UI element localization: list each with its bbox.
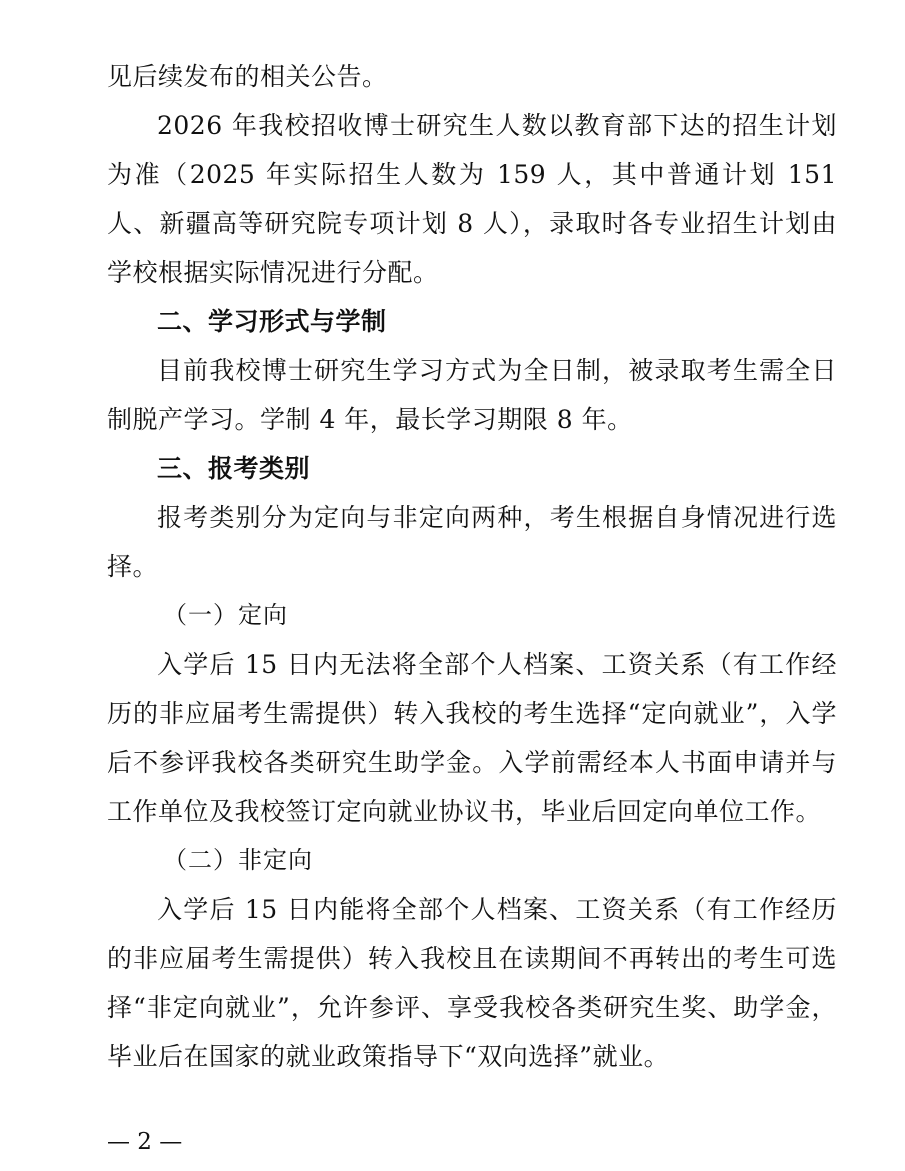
paragraph-application-category: 报考类别分为定向与非定向两种，考生根据自身情况进行选择。 xyxy=(107,503,837,581)
document-body xyxy=(107,52,837,1081)
subheading-non-directed: （二）非定向 xyxy=(163,846,313,874)
paragraph-enrollment-plan: 2026 年我校招收博士研究生人数以教育部下达的招生计划为准（2025 年实际招生人数为 159 人，其中普通计划 151 人、新疆高等研究院专项计划 8 人），录取时各专业招生计划由学校根据实际情况进行分配。 xyxy=(107,111,837,287)
subheading-directed: （一）定向 xyxy=(163,601,288,629)
section-heading-application-category: 三、报考类别 xyxy=(157,454,311,483)
paragraph-study-form: 目前我校博士研究生学习方式为全日制，被录取考生需全日制脱产学习。学制 4 年，最长学习期限 8 年。 xyxy=(107,356,837,434)
section-heading-study-form: 二、学习形式与学制 xyxy=(157,307,387,336)
paragraph-directed: 入学后 15 日内无法将全部个人档案、工资关系（有工作经历的非应届考生需提供）转入我校的考生选择“定向就业”，入学后不参评我校各类研究生助学金。入学前需经本人书面申请并与工作单位及我校签订定向就业协议书，毕业后回定向单位工作。 xyxy=(107,650,837,826)
page-number: — 2 — xyxy=(107,1129,183,1155)
paragraph-non-directed: 入学后 15 日内能将全部个人档案、工资关系（有工作经历的非应届考生需提供）转入我校且在读期间不再转出的考生可选择“非定向就业”，允许参评、享受我校各类研究生奖、助学金，毕业后在国家的就业政策指导下“双向选择”就业。 xyxy=(107,895,837,1071)
paragraph-continuation: 见后续发布的相关公告。 xyxy=(107,62,388,91)
